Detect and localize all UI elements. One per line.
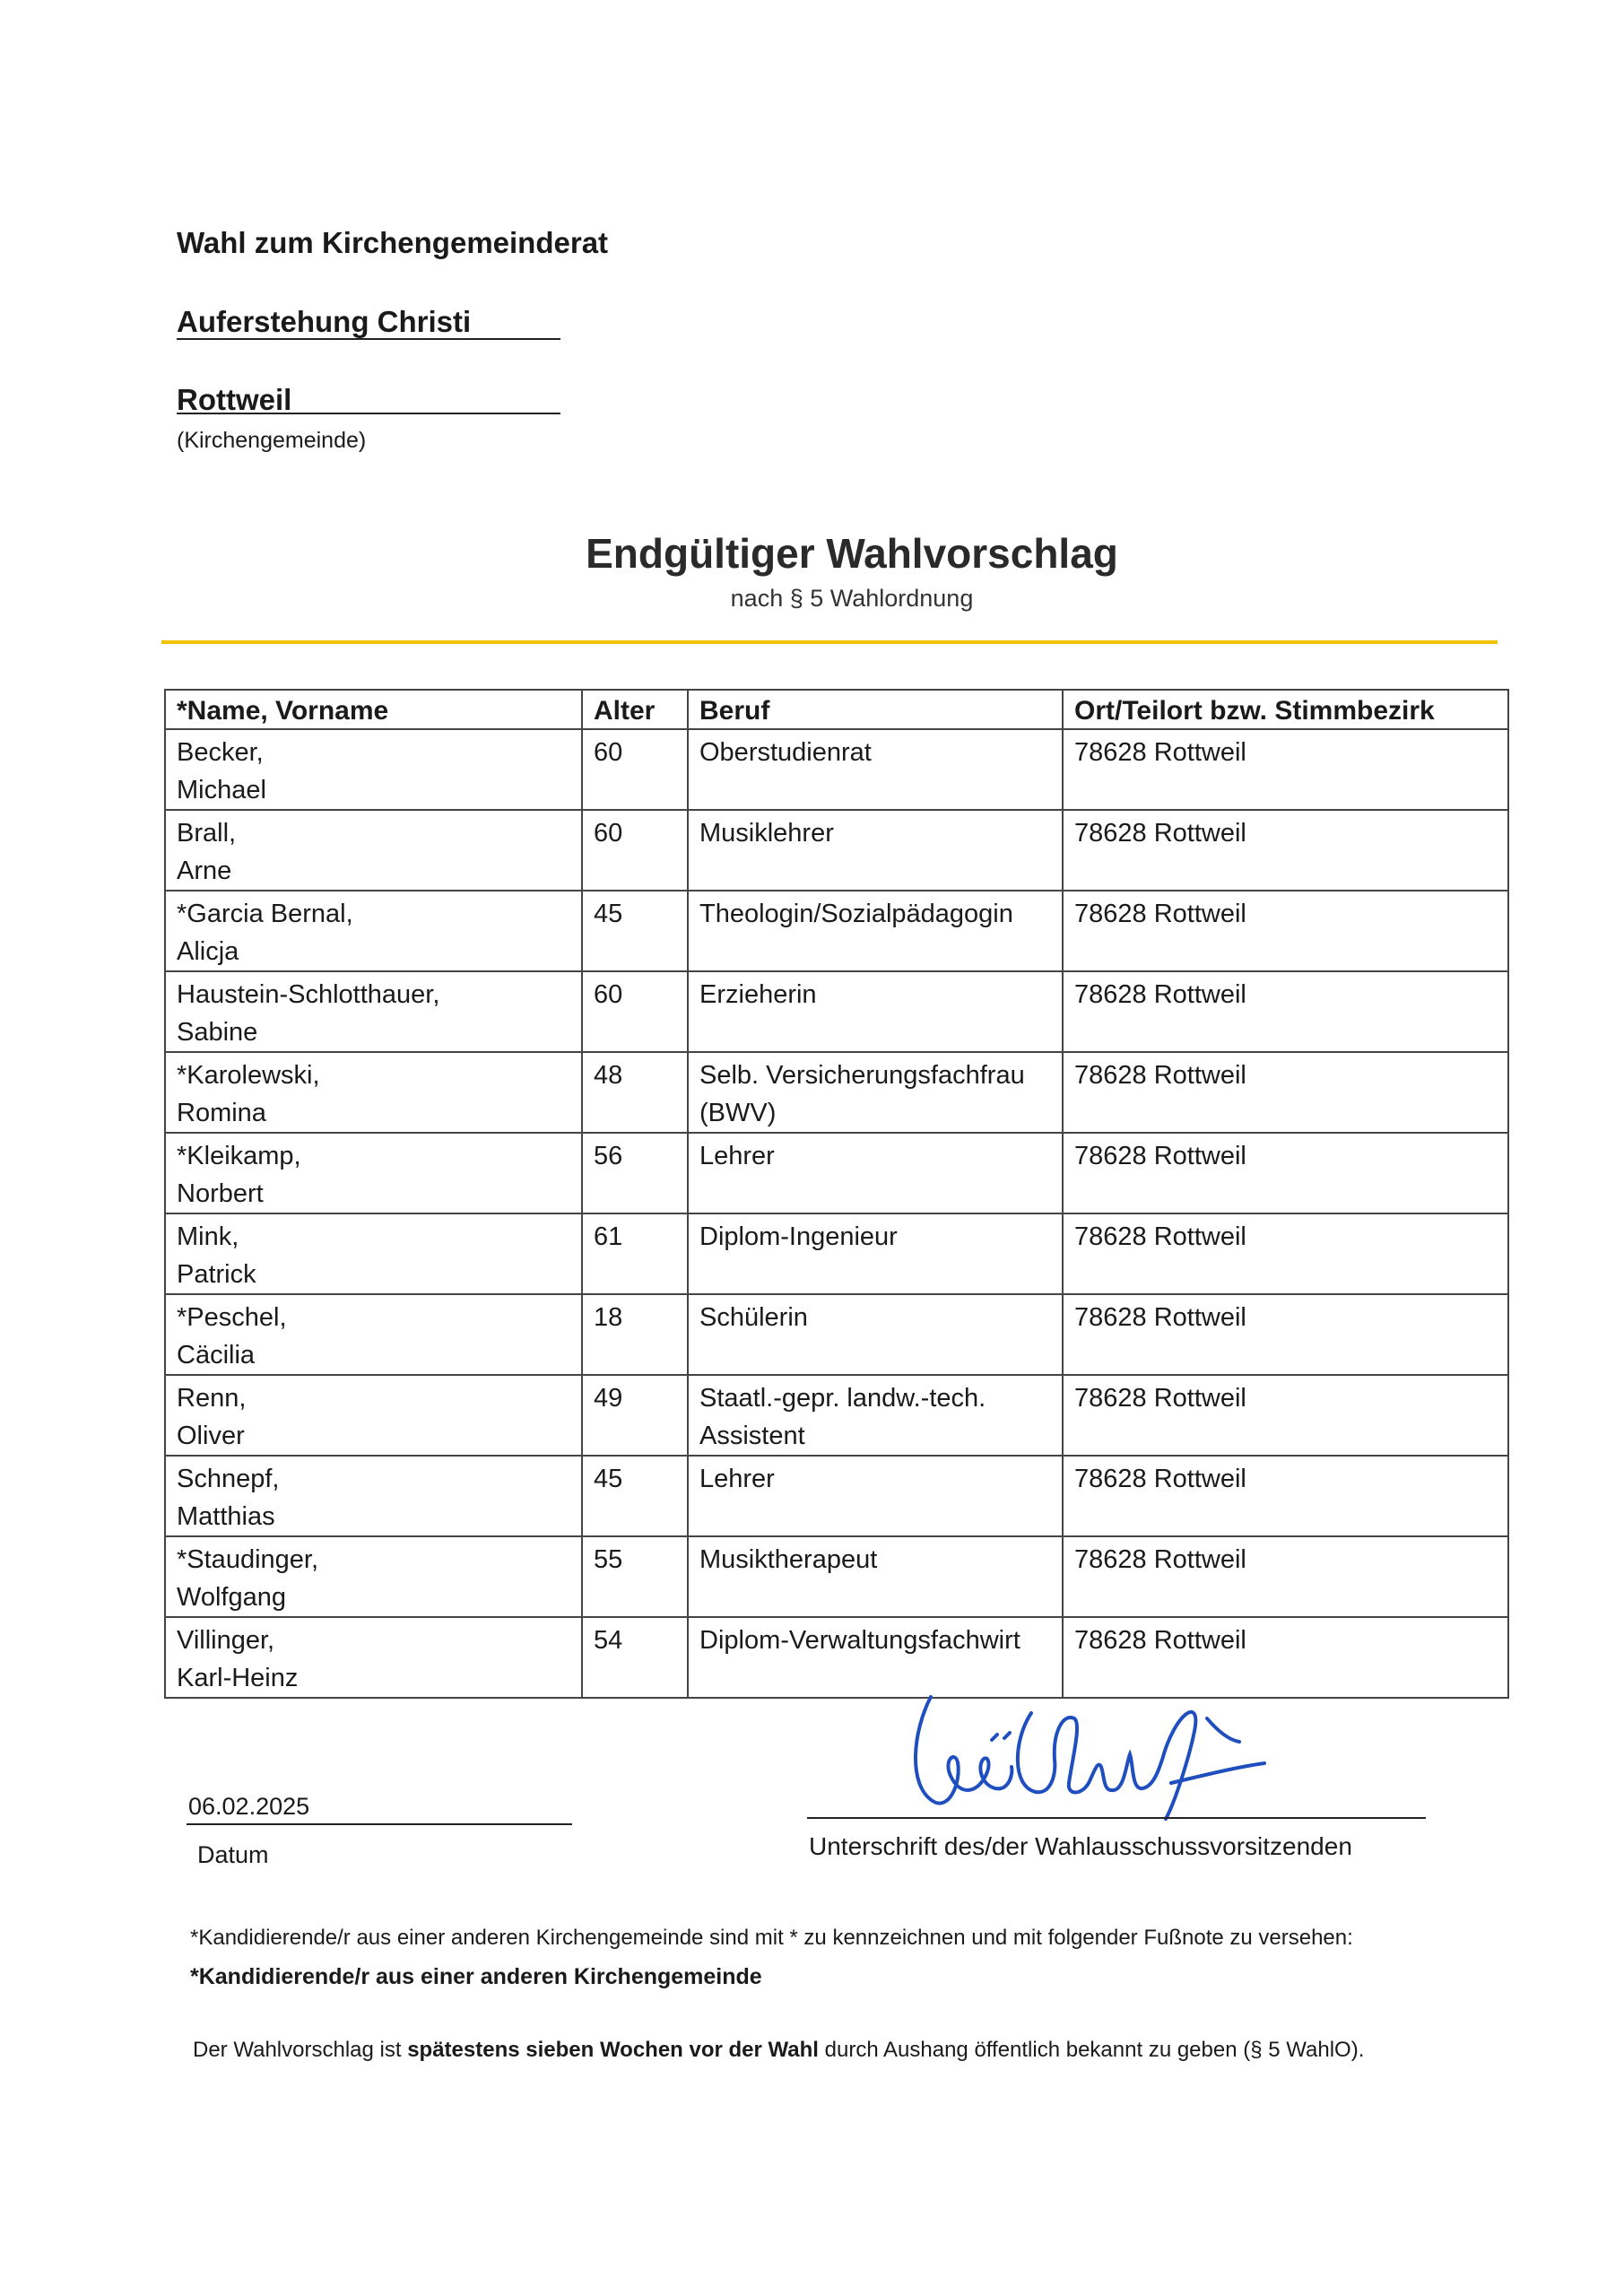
candidate-rows [165, 729, 1508, 1698]
table-row [165, 1536, 1508, 1617]
cell-name [165, 1294, 582, 1375]
cell-age: 45 [582, 891, 688, 971]
cell-age: 18 [582, 1294, 688, 1375]
candidate-last-name: *Staudinger, [177, 1545, 319, 1574]
cell-occupation: Selb. Versicherungsfachfrau (BWV) [688, 1052, 1063, 1133]
col-header-place: Ort/Teilort bzw. Stimmbezirk [1063, 690, 1508, 729]
candidate-first-name: Wolfgang [177, 1583, 286, 1612]
footnote-text: *Kandidierende/r aus einer anderen Kirchengemeinde [190, 1964, 762, 1989]
cell-place: 78628 Rottweil [1063, 1294, 1508, 1375]
cell-age: 60 [582, 810, 688, 891]
document-title: Endgültiger Wahlvorschlag [586, 530, 1118, 577]
table-row [165, 891, 1508, 971]
table-row [165, 729, 1508, 810]
cell-name [165, 1617, 582, 1698]
notice-pre: Der Wahlvorschlag ist [193, 2038, 408, 2062]
candidate-first-name: Cäcilia [177, 1341, 256, 1370]
footnote-instruction: *Kandidierende/r aus einer anderen Kirchengemeinde sind mit * zu kennzeichnen und mit folgender Fußnote zu versehen: [190, 1926, 1353, 1950]
table-header-row [165, 690, 1508, 729]
signature-image [906, 1677, 1282, 1825]
town-name: Rottweil [177, 383, 292, 416]
candidate-last-name: Villinger, [177, 1626, 275, 1655]
table-row [165, 971, 1508, 1052]
candidate-last-name: Mink, [177, 1222, 239, 1251]
cell-place: 78628 Rottweil [1063, 1213, 1508, 1294]
candidate-first-name: Michael [177, 776, 266, 804]
table-row [165, 1294, 1508, 1375]
cell-occupation: Musiklehrer [688, 810, 1063, 891]
candidate-last-name: Becker, [177, 738, 264, 767]
cell-occupation: Oberstudienrat [688, 729, 1063, 810]
candidate-first-name: Matthias [177, 1502, 275, 1531]
cell-occupation: Diplom-Ingenieur [688, 1213, 1063, 1294]
cell-age: 61 [582, 1213, 688, 1294]
cell-name [165, 1375, 582, 1456]
cell-place: 78628 Rottweil [1063, 1052, 1508, 1133]
cell-age: 56 [582, 1133, 688, 1213]
table-row [165, 1617, 1508, 1698]
cell-name [165, 810, 582, 891]
candidate-last-name: Renn, [177, 1384, 247, 1413]
candidate-last-name: *Kleikamp, [177, 1142, 301, 1170]
cell-age: 60 [582, 729, 688, 810]
cell-place: 78628 Rottweil [1063, 1617, 1508, 1698]
cell-occupation: Diplom-Verwaltungsfachwirt [688, 1617, 1063, 1698]
cell-place: 78628 Rottweil [1063, 1536, 1508, 1617]
date-line [187, 1823, 572, 1825]
table-row [165, 1456, 1508, 1536]
candidate-first-name: Romina [177, 1099, 266, 1127]
candidate-table [164, 689, 1509, 1699]
notice-deadline: spätestens sieben Wochen vor der Wahl [407, 2038, 819, 2062]
candidate-last-name: Haustein-Schlotthauer, [177, 980, 440, 1009]
cell-age: 60 [582, 971, 688, 1052]
cell-place: 78628 Rottweil [1063, 1133, 1508, 1213]
candidate-first-name: Sabine [177, 1018, 258, 1047]
candidate-first-name: Alicja [177, 937, 239, 966]
date-value: 06.02.2025 [188, 1793, 310, 1820]
signature-label: Unterschrift des/der Wahlausschussvorsitzenden [809, 1832, 1352, 1860]
table-row [165, 1133, 1508, 1213]
candidate-first-name: Oliver [177, 1422, 245, 1450]
cell-occupation: Schülerin [688, 1294, 1063, 1375]
cell-place: 78628 Rottweil [1063, 810, 1508, 891]
table-row [165, 1375, 1508, 1456]
cell-name [165, 1213, 582, 1294]
candidate-first-name: Patrick [177, 1260, 256, 1289]
cell-place: 78628 Rottweil [1063, 971, 1508, 1052]
cell-name [165, 1133, 582, 1213]
date-label: Datum [197, 1841, 269, 1868]
cell-occupation: Lehrer [688, 1133, 1063, 1213]
cell-name [165, 729, 582, 810]
candidate-last-name: *Garcia Bernal, [177, 900, 353, 928]
election-title: Wahl zum Kirchengemeinderat [177, 226, 609, 259]
cell-occupation: Lehrer [688, 1456, 1063, 1536]
candidate-first-name: Karl-Heinz [177, 1664, 299, 1692]
cell-name [165, 891, 582, 971]
col-header-name: *Name, Vorname [165, 690, 582, 729]
cell-age: 48 [582, 1052, 688, 1133]
publication-notice [193, 2038, 1364, 2063]
cell-age: 49 [582, 1375, 688, 1456]
table-row [165, 1052, 1508, 1133]
cell-place: 78628 Rottweil [1063, 1456, 1508, 1536]
cell-name [165, 1456, 582, 1536]
cell-place: 78628 Rottweil [1063, 1375, 1508, 1456]
cell-age: 45 [582, 1456, 688, 1536]
document-subtitle: nach § 5 Wahlordnung [730, 585, 974, 612]
col-header-occupation: Beruf [688, 690, 1063, 729]
signature-line [807, 1817, 1426, 1819]
cell-place: 78628 Rottweil [1063, 891, 1508, 971]
cell-name [165, 1052, 582, 1133]
candidate-last-name: *Peschel, [177, 1303, 287, 1332]
cell-name [165, 971, 582, 1052]
accent-rule [161, 640, 1498, 644]
cell-occupation: Erzieherin [688, 971, 1063, 1052]
town-caption: (Kirchengemeinde) [177, 428, 367, 453]
cell-place: 78628 Rottweil [1063, 729, 1508, 810]
parish-underline [177, 338, 560, 340]
cell-name [165, 1536, 582, 1617]
cell-age: 54 [582, 1617, 688, 1698]
candidate-last-name: Brall, [177, 819, 237, 848]
town-underline [177, 413, 560, 414]
candidate-first-name: Norbert [177, 1179, 264, 1208]
candidate-last-name: Schnepf, [177, 1465, 280, 1493]
table-row [165, 1213, 1508, 1294]
cell-occupation: Musiktherapeut [688, 1536, 1063, 1617]
candidate-first-name: Arne [177, 857, 232, 885]
table-row [165, 810, 1508, 891]
notice-post: durch Aushang öffentlich bekannt zu geben (§ 5 WahlO). [818, 2038, 1365, 2062]
col-header-age: Alter [582, 690, 688, 729]
cell-age: 55 [582, 1536, 688, 1617]
candidate-last-name: *Karolewski, [177, 1061, 320, 1090]
parish-name: Auferstehung Christi [177, 305, 472, 338]
cell-occupation: Staatl.-gepr. landw.-tech. Assistent [688, 1375, 1063, 1456]
cell-occupation: Theologin/Sozialpädagogin [688, 891, 1063, 971]
